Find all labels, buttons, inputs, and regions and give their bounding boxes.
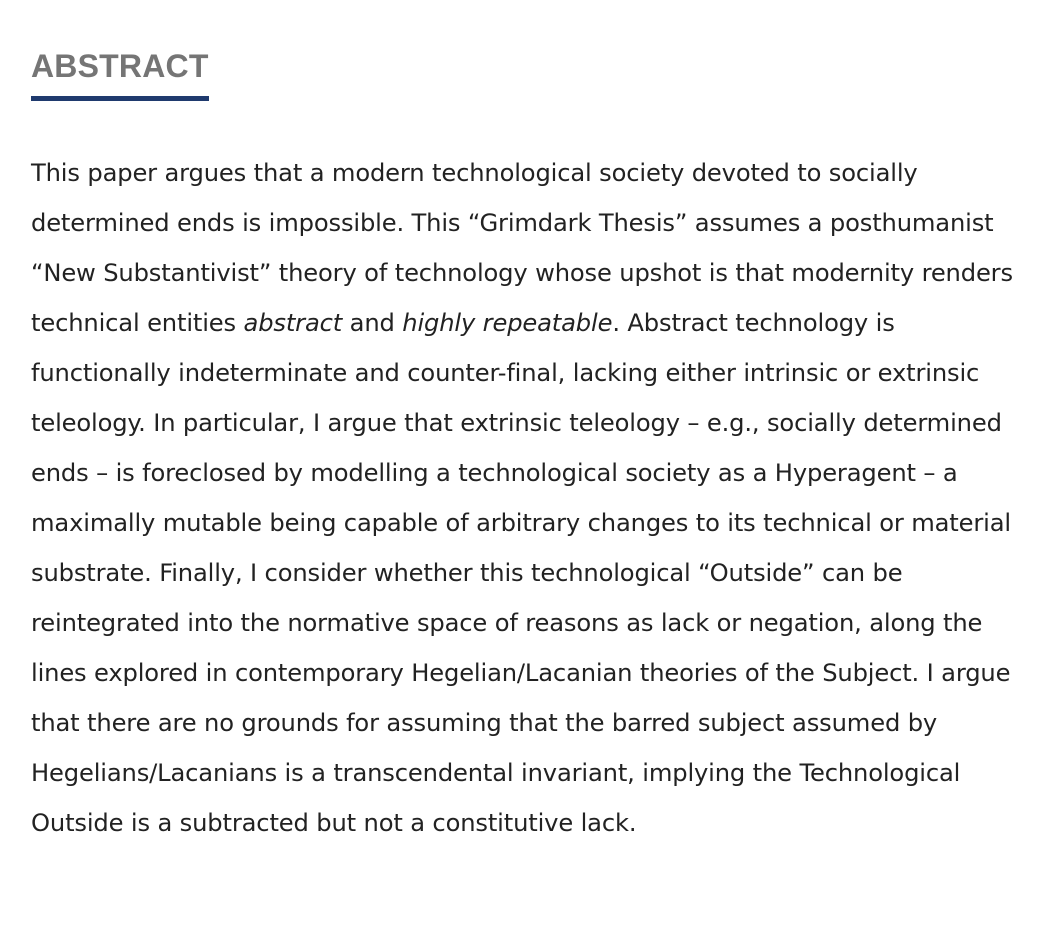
abstract-text-part-3: . Abstract technology is functionally indeterminate and counter-final, lacking either intrinsic or extrinsic teleology. In particular, I argue that extrinsic teleology – e.g., socially determined ends – is foreclosed by modelling a technological society as a Hyperagent – a maximally mutable being capable of arbitrary changes to its technical or material substrate. Finally, I consider whether this technological “Outside” can be reintegrated into the normative space of reasons as lack or negation, along the lines explored in contemporary Hegelian/Lacanian theories of the Subject. I argue that there are no grounds for assuming that the barred subject assumed by Hegelians/Lacanians is a transcendental invariant, implying the Technological Outside is a subtracted but not a constitutive lack. xyxy=(31,309,1011,837)
abstract-body xyxy=(31,148,1031,848)
abstract-section xyxy=(31,48,1031,848)
abstract-emphasis-highly-repeatable: highly repeatable xyxy=(402,309,613,337)
abstract-emphasis-abstract: abstract xyxy=(243,309,343,337)
abstract-text-part-2: and xyxy=(342,309,403,337)
abstract-text-part-1: This paper argues that a modern technological society devoted to socially determined ends is impossible. This “Grimdark Thesis” assumes a posthumanist “New Substantivist” theory of technology whose upshot is that modernity renders technical entities xyxy=(31,159,1013,337)
abstract-heading: ABSTRACT xyxy=(31,48,209,101)
